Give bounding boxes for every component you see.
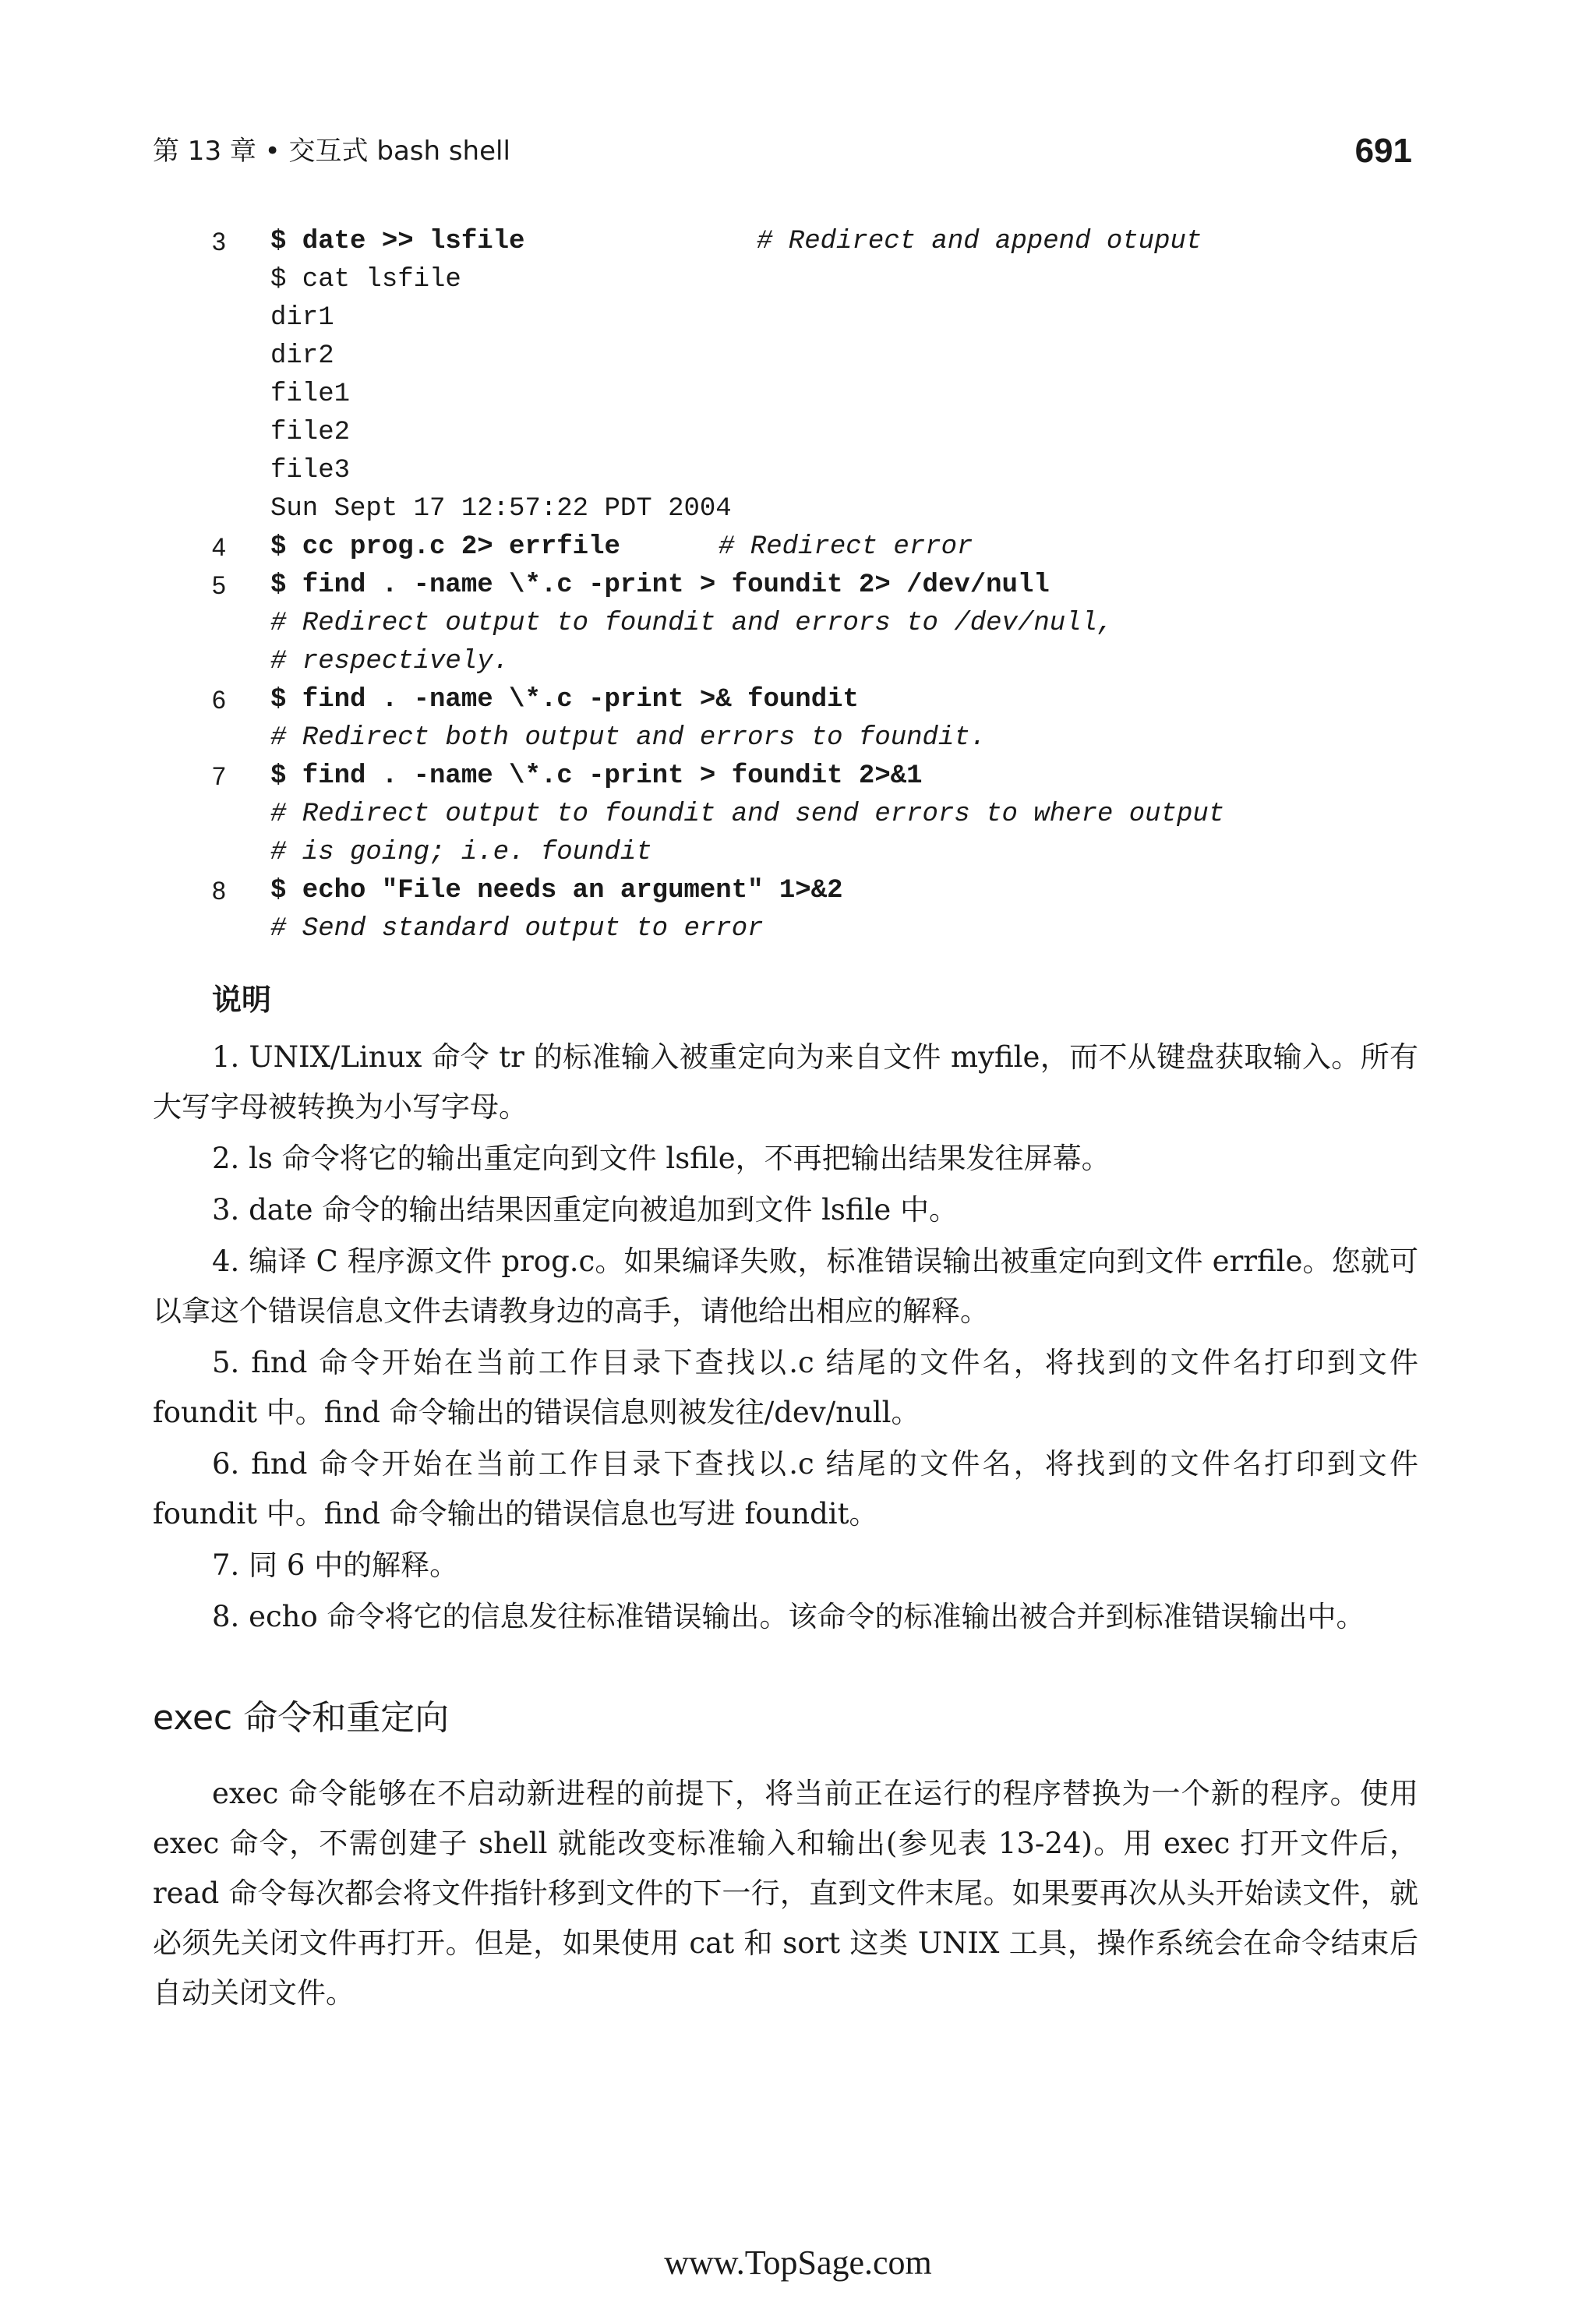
explanation-item: 7. 同 6 中的解释。 xyxy=(212,1548,459,1582)
line-number: 6 xyxy=(212,686,226,714)
code-line xyxy=(212,910,1459,948)
code-line xyxy=(212,490,1459,528)
code-comment: # respectively. xyxy=(270,647,510,676)
code-line xyxy=(212,719,1459,757)
explanation-item: 6. find 命令开始在当前工作目录下查找以.c 结尾的文件名，将找到的文件名打印到文件 foundit 中。find 命令输出的错误信息也写进 foundit。 xyxy=(153,1447,1418,1530)
code-command: $ find . -name \*.c -print >& foundit xyxy=(270,685,859,715)
code-command: file1 xyxy=(270,380,351,409)
page-header xyxy=(153,128,1412,175)
code-command: dir1 xyxy=(270,303,334,333)
code-command: $ cc prog.c 2> errfile xyxy=(270,532,620,562)
explanation-item: 3. date 命令的输出结果因重定向被追加到文件 lsfile 中。 xyxy=(212,1193,959,1227)
code-line xyxy=(212,757,1459,796)
explanation-item: 8. echo 命令将它的信息发往标准错误输出。该命令的标准输出被合并到标准错误输出中。 xyxy=(212,1600,1365,1633)
code-command: $ cat lsfile xyxy=(270,265,461,295)
code-line xyxy=(212,299,1459,337)
code-inline-comment: # Redirect error xyxy=(719,532,973,562)
code-command: $ find . -name \*.c -print > foundit 2> /dev/null xyxy=(270,570,1050,600)
code-line xyxy=(212,643,1459,681)
code-inline-comment: # Redirect and append otuput xyxy=(757,227,1202,256)
footer-site: www.TopSage.com xyxy=(664,2244,932,2282)
code-line xyxy=(212,872,1459,910)
code-command: file3 xyxy=(270,456,351,485)
section-body xyxy=(153,1769,1418,2020)
code-comment: # Redirect output to foundit and errors to /dev/null, xyxy=(270,609,1114,638)
code-line xyxy=(212,376,1459,414)
chapter-title: 第 13 章 • 交互式 bash shell xyxy=(153,136,510,167)
code-comment: # Redirect both output and errors to foundit. xyxy=(270,723,987,753)
code-command: $ echo "File needs an argument" 1>&2 xyxy=(270,876,843,906)
code-line xyxy=(212,337,1459,376)
explanation-item: 2. ls 命令将它的输出重定向到文件 lsfile，不再把输出结果发往屏幕。 xyxy=(212,1142,1110,1175)
code-line xyxy=(212,681,1459,719)
line-number: 7 xyxy=(212,762,226,790)
explanation-item: 1. UNIX/Linux 命令 tr 的标准输入被重定向为来自文件 myfile，而不从键盘获取输入。所有大写字母被转换为小写字母。 xyxy=(153,1040,1418,1124)
line-number: 3 xyxy=(212,228,226,256)
section-title: exec 命令和重定向 xyxy=(153,1698,450,1738)
code-command: $ date >> lsfile xyxy=(270,227,525,256)
code-command: dir2 xyxy=(270,341,334,371)
code-comment: # Send standard output to error xyxy=(270,914,764,944)
explanation-item: 4. 编译 C 程序源文件 prog.c。如果编译失败，标准错误输出被重定向到文件 errfile。您就可以拿这个错误信息文件去请教身边的高手，请他给出相应的解释。 xyxy=(153,1244,1418,1328)
line-number: 4 xyxy=(212,533,226,561)
code-line xyxy=(212,796,1459,834)
section-paragraph: exec 命令能够在不启动新进程的前提下，将当前正在运行的程序替换为一个新的程序。使用 exec 命令，不需创建子 shell 就能改变标准输入和输出(参见表 13-24)。用 exec 打开文件后，read 命令每次都会将文件指针移到文件的下一行，直到文件末尾。如果要再次从头开始读文件，就必须先关闭文件再打开。但是，如果使用 cat 和 sort 这类 UNIX 工具，操作系统会在命令结束后自动关闭文件。 xyxy=(153,1777,1418,2010)
code-line xyxy=(212,452,1459,490)
code-line xyxy=(212,414,1459,452)
explanation-section xyxy=(153,978,1418,1643)
code-command: file2 xyxy=(270,418,351,447)
explanation-item: 5. find 命令开始在当前工作目录下查找以.c 结尾的文件名，将找到的文件名打印到文件 foundit 中。find 命令输出的错误信息则被发往/dev/null。 xyxy=(153,1346,1418,1429)
code-command: Sun Sept 17 12:57:22 PDT 2004 xyxy=(270,494,732,524)
line-number: 8 xyxy=(212,877,226,905)
page-number: 691 xyxy=(1354,132,1412,170)
code-comment: # Redirect output to foundit and send errors to where output xyxy=(270,800,1225,829)
code-line xyxy=(212,605,1459,643)
code-line xyxy=(212,834,1459,872)
code-line xyxy=(212,261,1459,299)
code-listing xyxy=(212,223,1459,948)
code-line xyxy=(212,528,1459,567)
code-line xyxy=(212,567,1459,605)
code-line xyxy=(212,223,1459,261)
line-number: 5 xyxy=(212,571,226,599)
code-command: $ find . -name \*.c -print > foundit 2>&1 xyxy=(270,761,923,791)
explanation-heading: 说明 xyxy=(212,983,272,1017)
code-comment: # is going; i.e. foundit xyxy=(270,838,652,867)
